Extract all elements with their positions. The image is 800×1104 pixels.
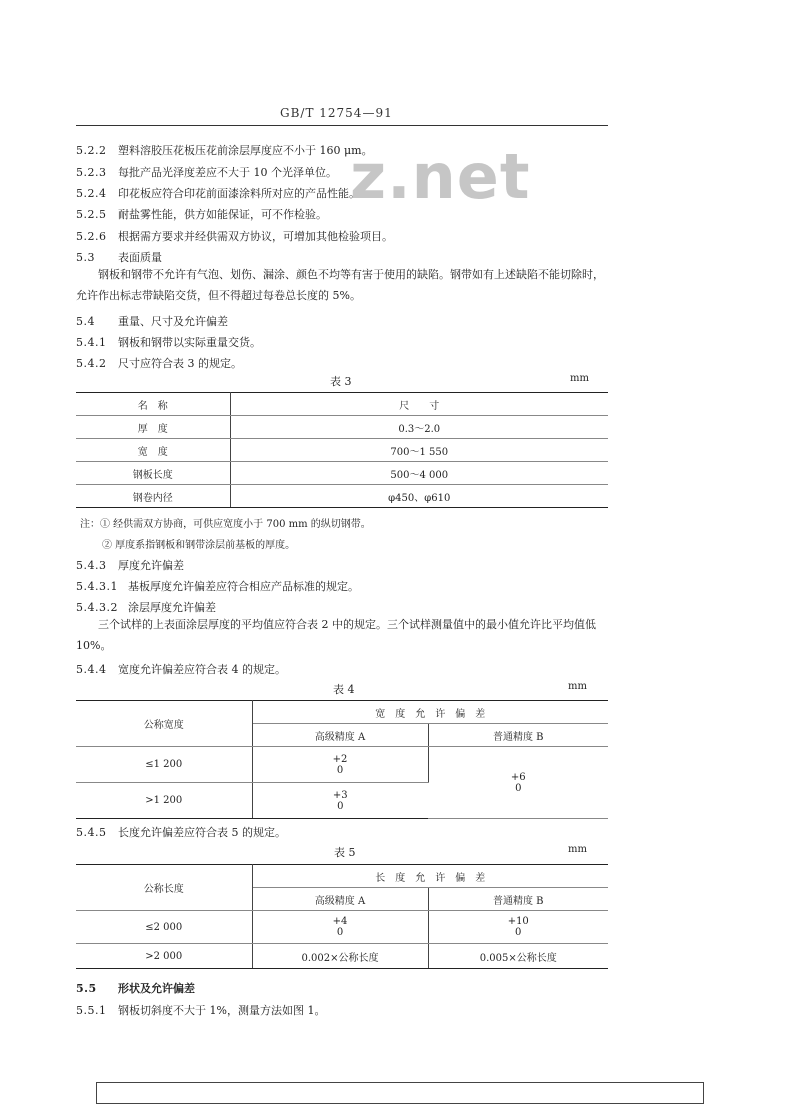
clause-number: 5.5.1: [76, 1004, 107, 1017]
table4-row1-a: [252, 747, 428, 783]
section-5-3-heading: [76, 249, 162, 265]
table4-row2-label: >1 200: [76, 783, 252, 819]
table-3: [76, 392, 608, 508]
clause-number: 5.4.4: [76, 663, 107, 676]
clause-text: 长度允许偏差应符合表 5 的规定。: [118, 826, 286, 839]
clause-5-2-3: [76, 164, 337, 180]
tolerance-upper: +6: [510, 771, 526, 783]
clause-5-4-3: [76, 557, 184, 573]
clause-number: 5.4.5: [76, 826, 107, 839]
tolerance-lower: 0: [515, 927, 522, 938]
clause-text: 每批产品光泽度差应不大于 10 个光泽单位。: [118, 166, 337, 179]
tolerance-lower: 0: [336, 764, 344, 776]
table4-row2-a: [252, 783, 428, 819]
tolerance-upper: +3: [332, 789, 348, 801]
coating-thickness-paragraph: 三个试样的上表面涂层厚度的平均值应符合表 2 中的规定。三个试样测量值中的最小值允许比平均值低 10%。: [76, 618, 596, 652]
clause-text: 宽度允许偏差应符合表 4 的规定。: [118, 663, 286, 676]
table4-row1-label: ≤1 200: [76, 747, 252, 783]
table5-header-a: 高级精度 A: [252, 888, 428, 911]
table4-header-nominal-width: 公称宽度: [76, 701, 252, 747]
clause-number: 5.4: [76, 315, 95, 328]
clause-5-4-4: [76, 661, 286, 677]
table5-caption: 表 5: [334, 846, 356, 859]
clause-5-2-5: [76, 206, 327, 222]
clause-text: 形状及允许偏差: [118, 982, 195, 995]
table5-header-b: 普通精度 B: [428, 888, 608, 911]
table5-row2-label: >2 000: [76, 944, 252, 969]
table4-header-a: 高级精度 A: [252, 724, 428, 747]
table3-note-1: 注：① 经供需双方协商，可供应宽度小于 700 mm 的纵切钢带。: [80, 519, 371, 530]
table3-caption: 表 3: [330, 375, 352, 388]
table-5: [76, 864, 608, 969]
clause-text: 钢板切斜度不大于 1%，测量方法如图 1。: [118, 1004, 326, 1017]
clause-number: 5.2.3: [76, 166, 107, 179]
table3-cell: 0.3～2.0: [230, 416, 608, 439]
clause-5-2-4: [76, 185, 360, 201]
section-5-5-heading: [76, 980, 195, 996]
table4-unit: mm: [568, 681, 587, 692]
clause-number: 5.2.6: [76, 230, 107, 243]
clause-number: 5.4.2: [76, 357, 107, 370]
clause-5-4-1: [76, 334, 261, 350]
clause-number: 5.3: [76, 251, 95, 264]
clause-text: 塑料溶胶压花板压花前涂层厚度应不小于 160 μm。: [118, 144, 373, 157]
table4-header-group: 宽 度 允 许 偏 差: [252, 701, 608, 724]
table4-caption: 表 4: [333, 683, 355, 696]
tolerance-value: [333, 754, 348, 776]
clause-text: 耐盐雾性能，供方如能保证，可不作检验。: [118, 208, 327, 221]
table5-unit: mm: [568, 844, 587, 855]
clause-number: 5.2.4: [76, 187, 107, 200]
figure-frame: [96, 1082, 704, 1104]
clause-5-4-5: [76, 824, 286, 840]
clause-5-4-3-2: [76, 599, 216, 615]
tolerance-value: [508, 916, 529, 938]
table4-header-b: 普通精度 B: [428, 724, 608, 747]
table5-row1-b: [428, 911, 608, 944]
table5-row1-label: ≤2 000: [76, 911, 252, 944]
surface-quality-paragraph: 钢板和钢带不允许有气泡、划伤、漏涂、颜色不均等有害于使用的缺陷。钢带如有上述缺陷不能切除时，允许作出标志带缺陷交货，但不得超过每卷总长度的 5%。: [76, 268, 604, 302]
clause-text: 表面质量: [118, 251, 162, 264]
standard-number: GB/T 12754—91: [280, 106, 393, 120]
table5-header-nominal-length: 公称长度: [76, 865, 252, 911]
section-5-4-heading: [76, 313, 228, 329]
tolerance-value: [333, 916, 348, 938]
clause-5-2-6: [76, 228, 393, 244]
clause-5-5-1: [76, 1002, 325, 1018]
clause-number: 5.4.3: [76, 559, 107, 572]
tolerance-lower: 0: [336, 927, 344, 938]
table3-cell: 厚 度: [76, 416, 230, 439]
clause-number: 5.4.3.1: [76, 580, 118, 593]
table3-cell: 500～4 000: [230, 462, 608, 485]
table3-cell: 钢板长度: [76, 462, 230, 485]
table5-row1-a: [252, 911, 428, 944]
tolerance-lower: 0: [337, 800, 344, 812]
table5-row2-b: 0.005×公称长度: [428, 944, 608, 969]
table3-header-size: 尺 寸: [230, 393, 608, 416]
clause-text: 根据需方要求并经供需双方协议，可增加其他检验项目。: [118, 230, 393, 243]
clause-text: 基板厚度允许偏差应符合相应产品标准的规定。: [128, 580, 359, 593]
table3-cell: 700～1 550: [230, 439, 608, 462]
clause-text: 厚度允许偏差: [118, 559, 184, 572]
table5-header-group: 长 度 允 许 偏 差: [252, 865, 608, 888]
watermark: z.net: [350, 140, 531, 213]
tolerance-lower: 0: [515, 782, 522, 794]
clause-5-4-3-1: [76, 578, 359, 594]
tolerance-upper: +10: [507, 916, 529, 927]
table5-row2-a: 0.002×公称长度: [252, 944, 428, 969]
tolerance-upper: +2: [332, 753, 348, 765]
tolerance-upper: +4: [332, 916, 348, 927]
table3-cell: 宽 度: [76, 439, 230, 462]
table3-cell: 钢卷内径: [76, 485, 230, 508]
clause-number: 5.2.2: [76, 144, 107, 157]
clause-number: 5.4.1: [76, 336, 107, 349]
table3-unit: mm: [570, 373, 589, 384]
clause-number: 5.5: [76, 982, 97, 995]
table3-header-name: 名 称: [76, 393, 230, 416]
table-4: [76, 700, 608, 819]
header-rule: [76, 125, 608, 126]
clause-number: 5.4.3.2: [76, 601, 118, 614]
table3-note-2: ② 厚度系指钢板和钢带涂层前基板的厚度。: [102, 540, 296, 551]
table4-b-merged: [428, 747, 608, 819]
clause-text: 印花板应符合印花前面漆涂料所对应的产品性能。: [118, 187, 360, 200]
tolerance-value: [333, 790, 348, 812]
clause-text: 钢板和钢带以实际重量交货。: [118, 336, 261, 349]
clause-text: 尺寸应符合表 3 的规定。: [118, 357, 242, 370]
clause-5-4-2: [76, 355, 242, 371]
clause-number: 5.2.5: [76, 208, 107, 221]
tolerance-value: [511, 772, 526, 794]
clause-text: 涂层厚度允许偏差: [128, 601, 216, 614]
table3-cell: φ450、φ610: [230, 485, 608, 508]
clause-5-2-2: [76, 142, 373, 158]
clause-text: 重量、尺寸及允许偏差: [118, 315, 228, 328]
